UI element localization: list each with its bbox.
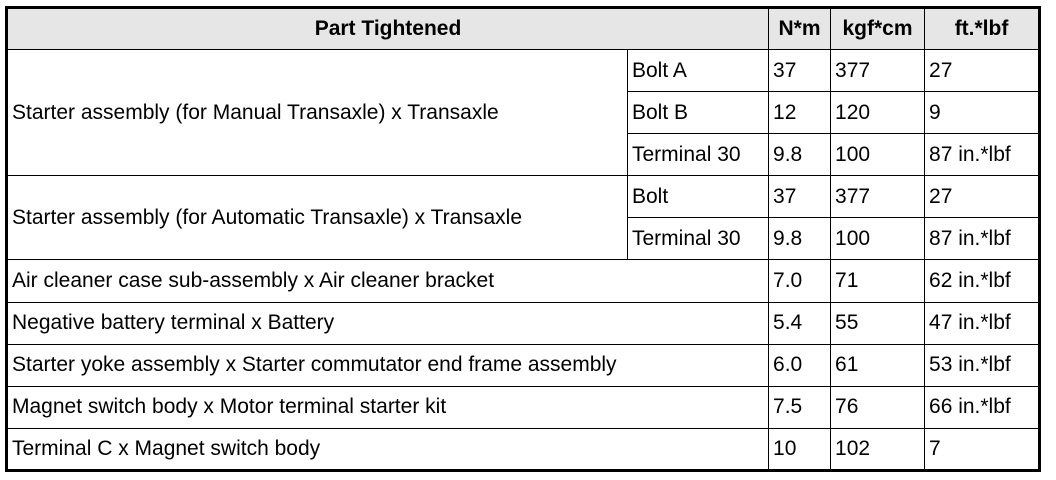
nm-cell: 5.4 [769,302,831,344]
sub-part-cell: Terminal 30 [628,134,769,176]
ftlbf-cell: 62 in.*lbf [925,260,1040,302]
nm-cell: 37 [769,50,831,92]
kgfcm-cell: 120 [831,92,925,134]
ftlbf-cell: 66 in.*lbf [925,386,1040,428]
kgfcm-cell: 377 [831,50,925,92]
part-cell: Starter assembly (for Automatic Transaxle) x Transaxle [7,176,628,260]
table-row [7,428,1040,470]
nm-cell: 6.0 [769,344,831,386]
kgfcm-cell: 102 [831,428,925,470]
kgfcm-cell: 55 [831,302,925,344]
part-cell: Terminal C x Magnet switch body [7,428,769,470]
table-row [7,386,1040,428]
ftlbf-cell: 27 [925,50,1040,92]
header-kgfcm: kgf*cm [831,8,925,50]
ftlbf-cell: 87 in.*lbf [925,134,1040,176]
ftlbf-cell: 53 in.*lbf [925,344,1040,386]
nm-cell: 7.5 [769,386,831,428]
nm-cell: 10 [769,428,831,470]
table-row [7,260,1040,302]
header-part-tightened: Part Tightened [7,8,769,50]
table-row [7,302,1040,344]
nm-cell: 9.8 [769,218,831,260]
nm-cell: 9.8 [769,134,831,176]
nm-cell: 12 [769,92,831,134]
table-row [7,50,1040,92]
kgfcm-cell: 71 [831,260,925,302]
sub-part-cell: Terminal 30 [628,218,769,260]
part-cell: Starter yoke assembly x Starter commutator end frame assembly [7,344,769,386]
kgfcm-cell: 76 [831,386,925,428]
kgfcm-cell: 100 [831,218,925,260]
kgfcm-cell: 377 [831,176,925,218]
kgfcm-cell: 100 [831,134,925,176]
part-cell: Magnet switch body x Motor terminal starter kit [7,386,769,428]
ftlbf-cell: 27 [925,176,1040,218]
kgfcm-cell: 61 [831,344,925,386]
ftlbf-cell: 7 [925,428,1040,470]
part-cell: Starter assembly (for Manual Transaxle) x Transaxle [7,50,628,176]
header-ftlbf: ft.*lbf [925,8,1040,50]
table-row [7,176,1040,218]
torque-spec-table [5,6,1041,472]
sub-part-cell: Bolt B [628,92,769,134]
table-row [7,344,1040,386]
ftlbf-cell: 87 in.*lbf [925,218,1040,260]
ftlbf-cell: 9 [925,92,1040,134]
sub-part-cell: Bolt [628,176,769,218]
header-nm: N*m [769,8,831,50]
ftlbf-cell: 47 in.*lbf [925,302,1040,344]
part-cell: Air cleaner case sub-assembly x Air cleaner bracket [7,260,769,302]
nm-cell: 7.0 [769,260,831,302]
table-header-row [7,8,1040,50]
sub-part-cell: Bolt A [628,50,769,92]
nm-cell: 37 [769,176,831,218]
part-cell: Negative battery terminal x Battery [7,302,769,344]
